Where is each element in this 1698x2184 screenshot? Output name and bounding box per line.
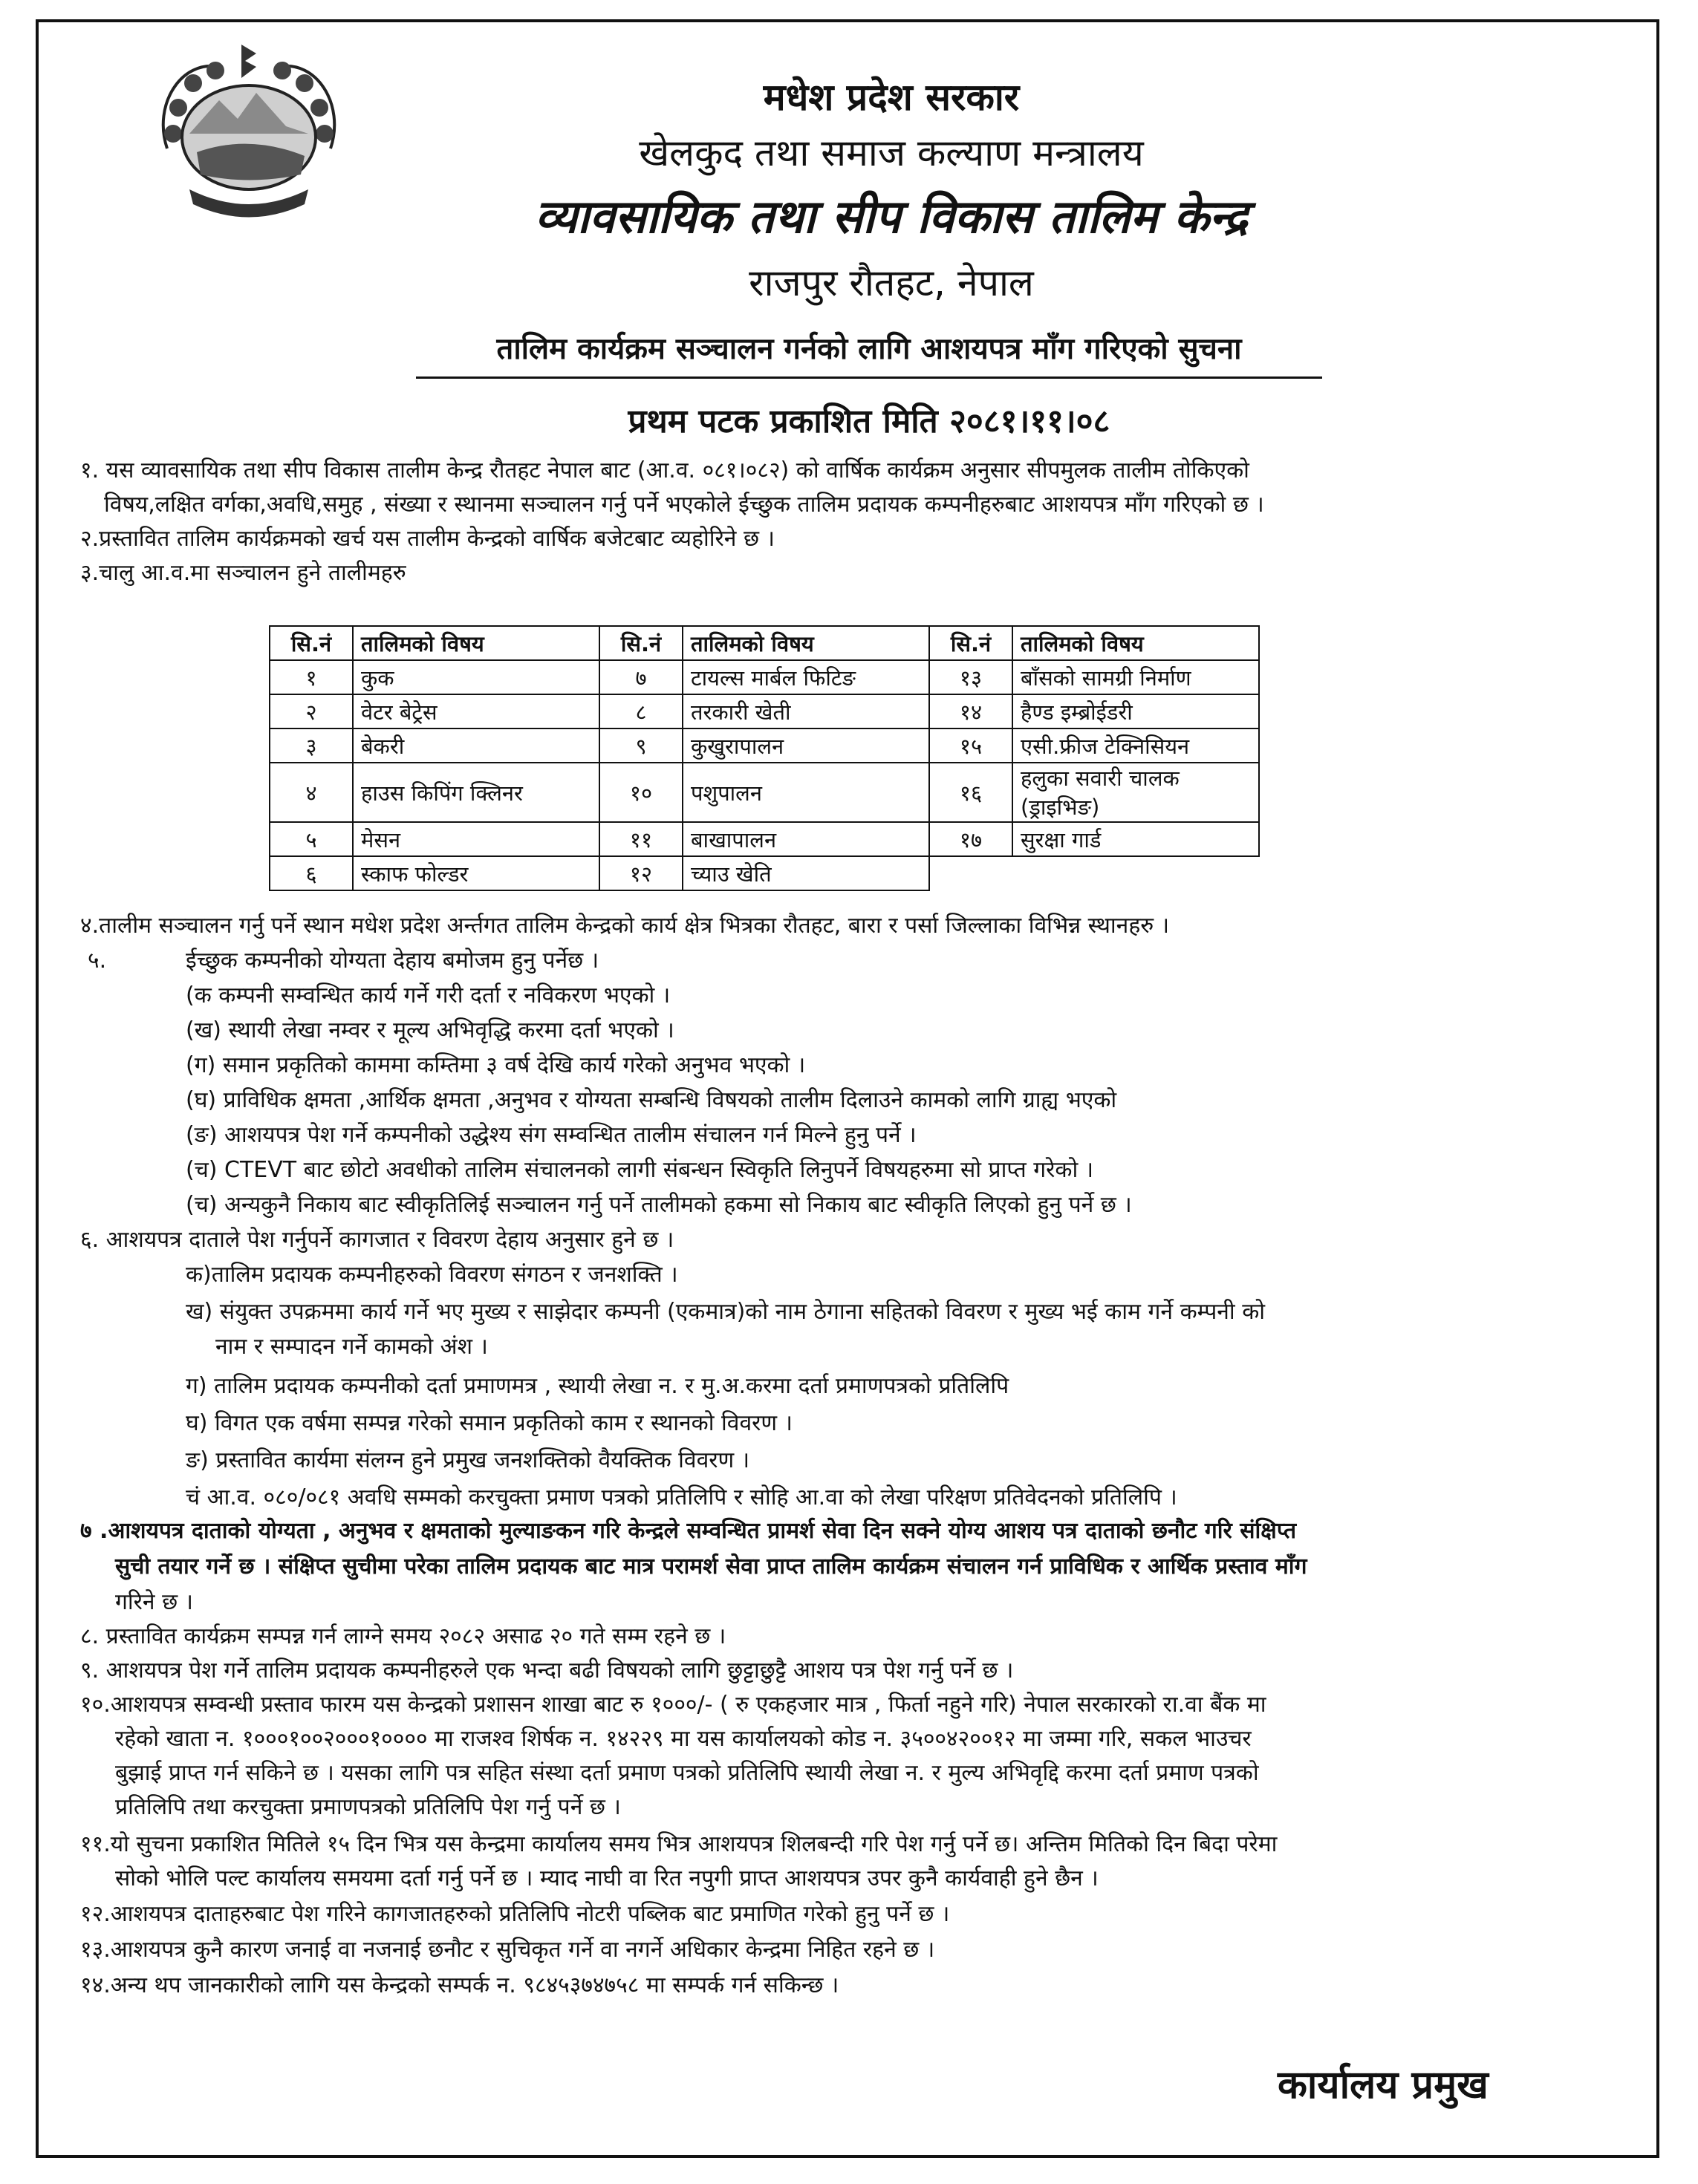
para6-item: घ) विगत एक वर्षमा सम्पन्न गरेको समान प्रकृतिको काम र स्थानको विवरण । bbox=[186, 1410, 793, 1436]
publication-date: प्रथम पटक प्रकाशित मिति २०८१।११।०८ bbox=[628, 402, 1110, 440]
table-row bbox=[270, 856, 1259, 890]
para5-item: (च) CTEVT बाट छोटो अवधीको तालिम संचालनको लागी संबन्धन स्विकृति लिनुपर्ने विषयहरुमा सो प्राप्त गरेको । bbox=[186, 1157, 1094, 1183]
para7-line1: ७ .आशयपत्र दाताको योग्यता , अनुभव र क्षमताको मुल्याङकन गरि केन्द्रले सम्वन्धित प्रामर्श सेवा दिन सक्ने योग्य आशय पत्र दाताको छनौट गरि संक्षिप्त bbox=[80, 1518, 1297, 1544]
table-cell: हलुका सवारी चालक (ड्राइभिङ) bbox=[1012, 763, 1259, 822]
para5-item: (च) अन्यकुनै निकाय बाट स्वीकृतिलिई सञ्चालन गर्नु पर्ने तालीमको हकमा सो निकाय बाट स्वीकृति लिएको हुनु पर्ने छ । bbox=[186, 1192, 1132, 1218]
para7-line2: सुची तयार गर्ने छ । संक्षिप्त सुचीमा परेका तालिम प्रदायक बाट मात्र परामर्श सेवा प्राप्त तालिम कार्यक्रम संचालन गर्न प्राविधिक र आर्थिक प्रस्ताव माँग bbox=[115, 1554, 1307, 1580]
para11-line1: ११.यो सुचना प्रकाशित मितिले १५ दिन भित्र यस केन्द्रमा कार्यालय समय भित्र आशयपत्र शिलबन्दी गरि पेश गर्नु पर्ने छ। अन्तिम मितिको दिन बिदा परेमा bbox=[80, 1831, 1278, 1857]
table-cell: १४ bbox=[929, 694, 1012, 728]
table-cell: १० bbox=[599, 763, 683, 822]
header-province: मधेश प्रदेश सरकार bbox=[763, 76, 1020, 119]
table-cell: २ bbox=[270, 694, 353, 728]
notice-subject: तालिम कार्यक्रम सञ्चालन गर्नको लागि आशयपत्र माँग गरिएको सुचना bbox=[416, 327, 1322, 379]
para13: १३.आशयपत्र कुनै कारण जनाई वा नजनाई छनौट र सुचिकृत गर्ने वा नगर्ने अधिकार केन्द्रमा निहित रहने छ । bbox=[80, 1937, 935, 1963]
table-cell: हाउस किपिंग क्लिनर bbox=[353, 763, 599, 822]
table-header: सि.नं bbox=[929, 626, 1012, 660]
para5-intro: ईच्छुक कम्पनीको योग्यता देहाय बमोजम हुनु पर्नेछ । bbox=[186, 948, 599, 974]
para10-line1: १०.आशयपत्र सम्वन्धी प्रस्ताव फारम यस केन्द्रको प्रशासन शाखा बाट रु १०००/- ( रु एकहजार मात्र , फिर्ता नहुने गरि) नेपाल सरकारको रा.वा बैंक मा bbox=[80, 1692, 1266, 1718]
para1-line2: विषय,लक्षित वर्गका,अवधि,समुह , संख्या र स्थानमा सञ्चालन गर्नु पर्ने भएकोले ईच्छुक तालिम प्रदायक कम्पनीहरुबाट आशयपत्र माँग गरिएको छ । bbox=[104, 492, 1264, 518]
table-cell: ६ bbox=[270, 856, 353, 890]
table-cell: ७ bbox=[599, 660, 683, 694]
table-cell: १६ bbox=[929, 763, 1012, 822]
table-cell: टायल्स मार्बल फिटिङ bbox=[683, 660, 929, 694]
table-cell: ३ bbox=[270, 728, 353, 763]
para5-item: (ख) स्थायी लेखा नम्वर र मूल्य अभिवृद्धि करमा दर्ता भएको । bbox=[186, 1017, 674, 1043]
para8: ८. प्रस्तावित कार्यक्रम सम्पन्न गर्न लाग्ने समय २०८२ असाढ २० गते सम्म रहने छ । bbox=[80, 1623, 726, 1649]
para6-item: ग) तालिम प्रदायक कम्पनीको दर्ता प्रमाणमत्र , स्थायी लेखा न. र मु.अ.करमा दर्ता प्रमाणपत्रको प्रतिलिपि bbox=[186, 1373, 1009, 1399]
para14: १४.अन्य थप जानकारीको लागि यस केन्द्रको सम्पर्क न. ९८४५३७४७५८ मा सम्पर्क गर्न सकिन्छ । bbox=[80, 1972, 839, 1998]
table-cell-empty bbox=[1012, 856, 1259, 890]
table-cell: बाखापालन bbox=[683, 822, 929, 856]
table-cell: १७ bbox=[929, 822, 1012, 856]
para12: १२.आशयपत्र दाताहरुबाट पेश गरिने कागजातहरुको प्रतिलिपि नोटरी पब्लिक बाट प्रमाणित गरेको हुनु पर्ने छ । bbox=[80, 1901, 950, 1927]
para10-line2: रहेको खाता न. १०००१००२०००१०००० मा राजश्व शिर्षक न. १४२२९ मा यस कार्यालयको कोड न. ३५००४२००१२ मा जम्मा गरि, सकल भाउचर bbox=[115, 1726, 1252, 1752]
header-center-name: व्यावसायिक तथा सीप विकास तालिम केन्द्र bbox=[535, 189, 1248, 244]
para9: ९. आशयपत्र पेश गर्ने तालिम प्रदायक कम्पनीहरुले एक भन्दा बढी विषयको लागि छुट्टाछुट्टै आशय पत्र पेश गर्नु पर्ने छ । bbox=[80, 1657, 1014, 1683]
table-cell: ४ bbox=[270, 763, 353, 822]
table-row bbox=[270, 694, 1259, 728]
table-header: सि.नं bbox=[270, 626, 353, 660]
table-cell: सुरक्षा गार्ड bbox=[1012, 822, 1259, 856]
para11-line2: सोको भोलि पल्ट कार्यालय समयमा दर्ता गर्नु पर्ने छ । म्याद नाघी वा रित नपुगी प्राप्त आशयपत्र उपर कुनै कार्यवाही हुने छैन । bbox=[115, 1865, 1099, 1891]
table-header: तालिमको विषय bbox=[353, 626, 599, 660]
training-table bbox=[269, 625, 1260, 891]
para1-line1: १. यस व्यावसायिक तथा सीप विकास तालीम केन्द्र रौतहट नेपाल बाट (आ.व. ०८१।०८२) को वार्षिक कार्यक्रम अनुसार सीपमुलक तालीम तोकिएको bbox=[80, 457, 1249, 483]
para5-number: ५. bbox=[88, 948, 107, 974]
table-cell: १५ bbox=[929, 728, 1012, 763]
table-row bbox=[270, 822, 1259, 856]
table-cell: १३ bbox=[929, 660, 1012, 694]
table-cell: तरकारी खेती bbox=[683, 694, 929, 728]
table-cell: बाँसको सामग्री निर्माण bbox=[1012, 660, 1259, 694]
table-header: तालिमको विषय bbox=[1012, 626, 1259, 660]
table-cell: ११ bbox=[599, 822, 683, 856]
para5-item: (ङ) आशयपत्र पेश गर्ने कम्पनीको उद्धेश्य संग सम्वन्धित तालीम संचालन गर्न मिल्ने हुनु पर्ने । bbox=[186, 1122, 917, 1148]
para6-item: क)तालिम प्रदायक कम्पनीहरुको विवरण संगठन र जनशक्ति । bbox=[186, 1262, 678, 1288]
table-cell: कुक bbox=[353, 660, 599, 694]
para2: २.प्रस्तावित तालिम कार्यक्रमको खर्च यस तालीम केन्द्रको वार्षिक बजेटबाट व्यहोरिने छ । bbox=[80, 526, 775, 552]
table-cell: मेसन bbox=[353, 822, 599, 856]
table-header: तालिमको विषय bbox=[683, 626, 929, 660]
table-cell: ९ bbox=[599, 728, 683, 763]
para5-item: (ग) समान प्रकृतिको काममा कम्तिमा ३ वर्ष देखि कार्य गरेको अनुभव भएको । bbox=[186, 1052, 806, 1078]
para4: ४.तालीम सञ्चालन गर्नु पर्ने स्थान मधेश प्रदेश अर्न्तगत तालिम केन्द्रको कार्य क्षेत्र भित्रका रौतहट, बारा र पर्सा जिल्लाका विभिन्न स्थानहरु । bbox=[80, 913, 1170, 939]
table-cell: कुखुरापालन bbox=[683, 728, 929, 763]
para6-item: चं आ.व. ०८०/०८१ अवधि सम्मको करचुक्ता प्रमाण पत्रको प्रतिलिपि र सोहि आ.वा को लेखा परिक्षण प्रतिवेदनको प्रतिलिपि । bbox=[186, 1484, 1177, 1510]
header-address: राजपुर रौतहट, नेपाल bbox=[749, 261, 1034, 304]
para6-intro: ६. आशयपत्र दाताले पेश गर्नुपर्ने कागजात र विवरण देहाय अनुसार हुने छ । bbox=[80, 1227, 674, 1253]
table-cell: हैण्ड इम्ब्रोईडरी bbox=[1012, 694, 1259, 728]
para10-line4: प्रतिलिपि तथा करचुक्ता प्रमाणपत्रको प्रतिलिपि पेश गर्नु पर्ने छ । bbox=[115, 1794, 621, 1820]
table-cell: पशुपालन bbox=[683, 763, 929, 822]
para6-item: ङ) प्रस्तावित कार्यमा संलग्न हुने प्रमुख जनशक्तिको वैयक्तिक विवरण । bbox=[186, 1447, 750, 1473]
para6-item: ख) संयुक्त उपक्रममा कार्य गर्ने भए मुख्य र साझेदार कम्पनी (एकमात्र)को नाम ठेगाना सहितको विवरण र मुख्य भई काम गर्ने कम्पनी को bbox=[186, 1299, 1266, 1325]
para10-line3: बुझाई प्राप्त गर्न सकिने छ । यसका लागि पत्र सहित संस्था दर्ता प्रमाण पत्रको प्रतिलिपि स्थायी लेखा न. र मुल्य अभिवृद्दि करमा दर्ता प्रमाण पत्रको bbox=[115, 1760, 1259, 1786]
table-row bbox=[270, 660, 1259, 694]
table-header: सि.नं bbox=[599, 626, 683, 660]
para3: ३.चालु आ.व.मा सञ्चालन हुने तालीमहरु bbox=[80, 560, 406, 586]
table-cell: च्याउ खेति bbox=[683, 856, 929, 890]
table-cell: १ bbox=[270, 660, 353, 694]
table-cell: ८ bbox=[599, 694, 683, 728]
table-cell: १२ bbox=[599, 856, 683, 890]
table-cell: स्काफ फोल्डर bbox=[353, 856, 599, 890]
header-ministry: खेलकुद तथा समाज कल्याण मन्त्रालय bbox=[639, 131, 1144, 175]
table-cell: एसी.फ्रीज टेक्निसियन bbox=[1012, 728, 1259, 763]
table-row bbox=[270, 728, 1259, 763]
para7-line3: गरिने छ । bbox=[115, 1589, 194, 1615]
para6-item-cont: नाम र सम्पादन गर्ने कामको अंश । bbox=[215, 1334, 488, 1360]
table-row bbox=[270, 763, 1259, 822]
table-cell: ५ bbox=[270, 822, 353, 856]
table-cell: वेटर बेट्रेस bbox=[353, 694, 599, 728]
table-cell-empty bbox=[929, 856, 1012, 890]
signature-office-chief: कार्यालय प्रमुख bbox=[1278, 2063, 1489, 2108]
table-cell: बेकरी bbox=[353, 728, 599, 763]
government-emblem-icon bbox=[137, 37, 360, 230]
table-header-row bbox=[270, 626, 1259, 660]
para5-item: (घ) प्राविधिक क्षमता ,आर्थिक क्षमता ,अनुभव र योग्यता सम्बन्धि विषयको तालीम दिलाउने कामको लागि ग्राह्य भएको bbox=[186, 1087, 1117, 1113]
para5-item: (क कम्पनी सम्वन्धित कार्य गर्ने गरी दर्ता र नविकरण भएको । bbox=[186, 982, 671, 1008]
